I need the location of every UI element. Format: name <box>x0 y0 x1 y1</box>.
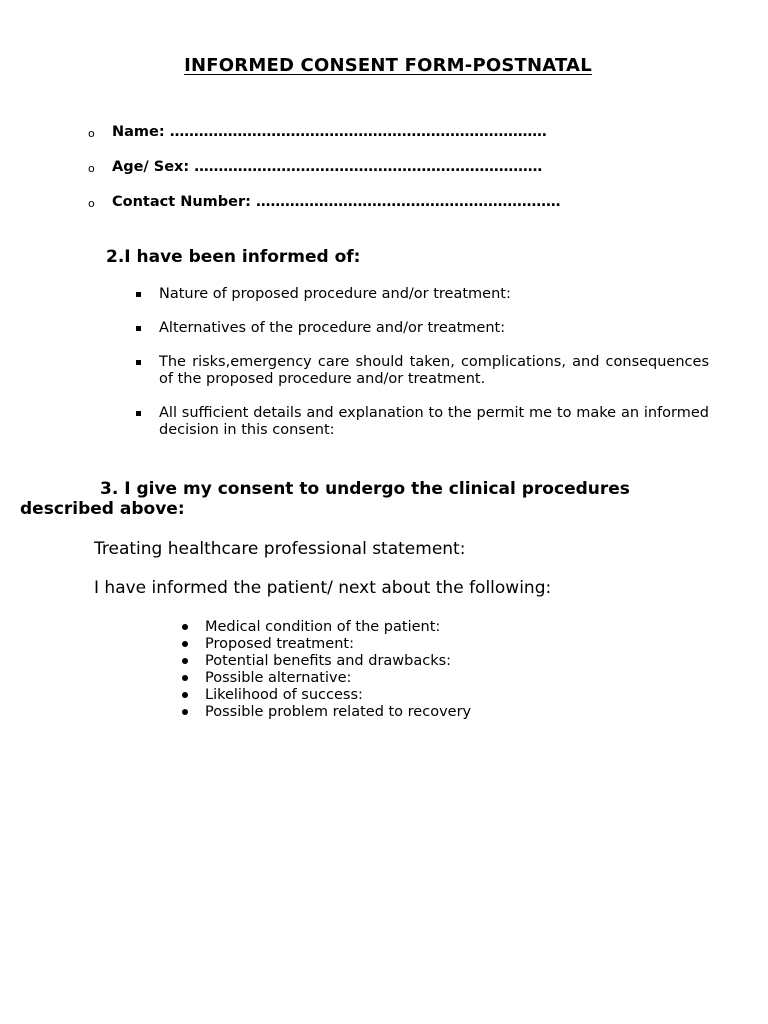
round-bullet-icon <box>182 641 188 647</box>
square-bullet-icon <box>136 360 141 365</box>
following-list <box>181 619 471 721</box>
list-item-text: Medical condition of the patient: <box>205 619 441 635</box>
round-bullet-icon <box>182 709 188 715</box>
hollow-bullet-icon: o <box>88 197 95 210</box>
list-item <box>134 320 709 354</box>
list-item <box>134 354 709 405</box>
list-item-text: Proposed treatment: <box>205 636 354 652</box>
round-bullet-icon <box>182 692 188 698</box>
list-item <box>181 619 471 636</box>
list-item <box>181 670 471 687</box>
list-item-text: All sufficient details and explanation to the permit me to make an informed decision in this consent: <box>159 405 709 438</box>
list-item-text: Possible problem related to recovery <box>205 704 472 720</box>
section-3-heading-line-2: described above: <box>20 499 185 519</box>
section-3-heading <box>20 479 720 519</box>
hollow-bullet-icon: o <box>88 162 95 175</box>
name-field-label: Name: …………………………………………………………………… <box>112 124 547 140</box>
square-bullet-icon <box>136 326 141 331</box>
professional-statement-heading: Treating healthcare professional statement: <box>94 539 466 559</box>
age-sex-field-label: Age/ Sex: ……………………………………………………………… <box>112 159 543 175</box>
page-title: INFORMED CONSENT FORM-POSTNATAL <box>184 55 592 76</box>
list-item-text: Nature of proposed procedure and/or treatment: <box>159 286 511 302</box>
list-item <box>181 653 471 670</box>
informed-of-list <box>134 286 709 439</box>
contact-number-field-label: Contact Number: ……………………………………………………… <box>112 194 561 210</box>
round-bullet-icon <box>182 658 188 664</box>
list-item-text: The risks,emergency care should taken, complications, and consequences of the proposed procedure and/or treatment. <box>159 354 709 387</box>
list-item <box>181 687 471 704</box>
list-item <box>181 704 471 721</box>
informed-following-text: I have informed the patient/ next about the following: <box>94 578 552 598</box>
list-item-text: Likelihood of success: <box>205 687 363 703</box>
list-item <box>134 286 709 320</box>
list-item <box>181 636 471 653</box>
square-bullet-icon <box>136 292 141 297</box>
list-item-text: Alternatives of the procedure and/or treatment: <box>159 320 506 336</box>
hollow-bullet-icon: o <box>88 127 95 140</box>
list-item <box>134 405 709 439</box>
square-bullet-icon <box>136 411 141 416</box>
round-bullet-icon <box>182 675 188 681</box>
section-3-heading-line-1: 3. I give my consent to undergo the clinical procedures <box>100 479 630 499</box>
list-item-text: Potential benefits and drawbacks: <box>205 653 452 669</box>
round-bullet-icon <box>182 624 188 630</box>
list-item-text: Possible alternative: <box>205 670 352 686</box>
section-2-heading: 2.I have been informed of: <box>106 247 361 267</box>
